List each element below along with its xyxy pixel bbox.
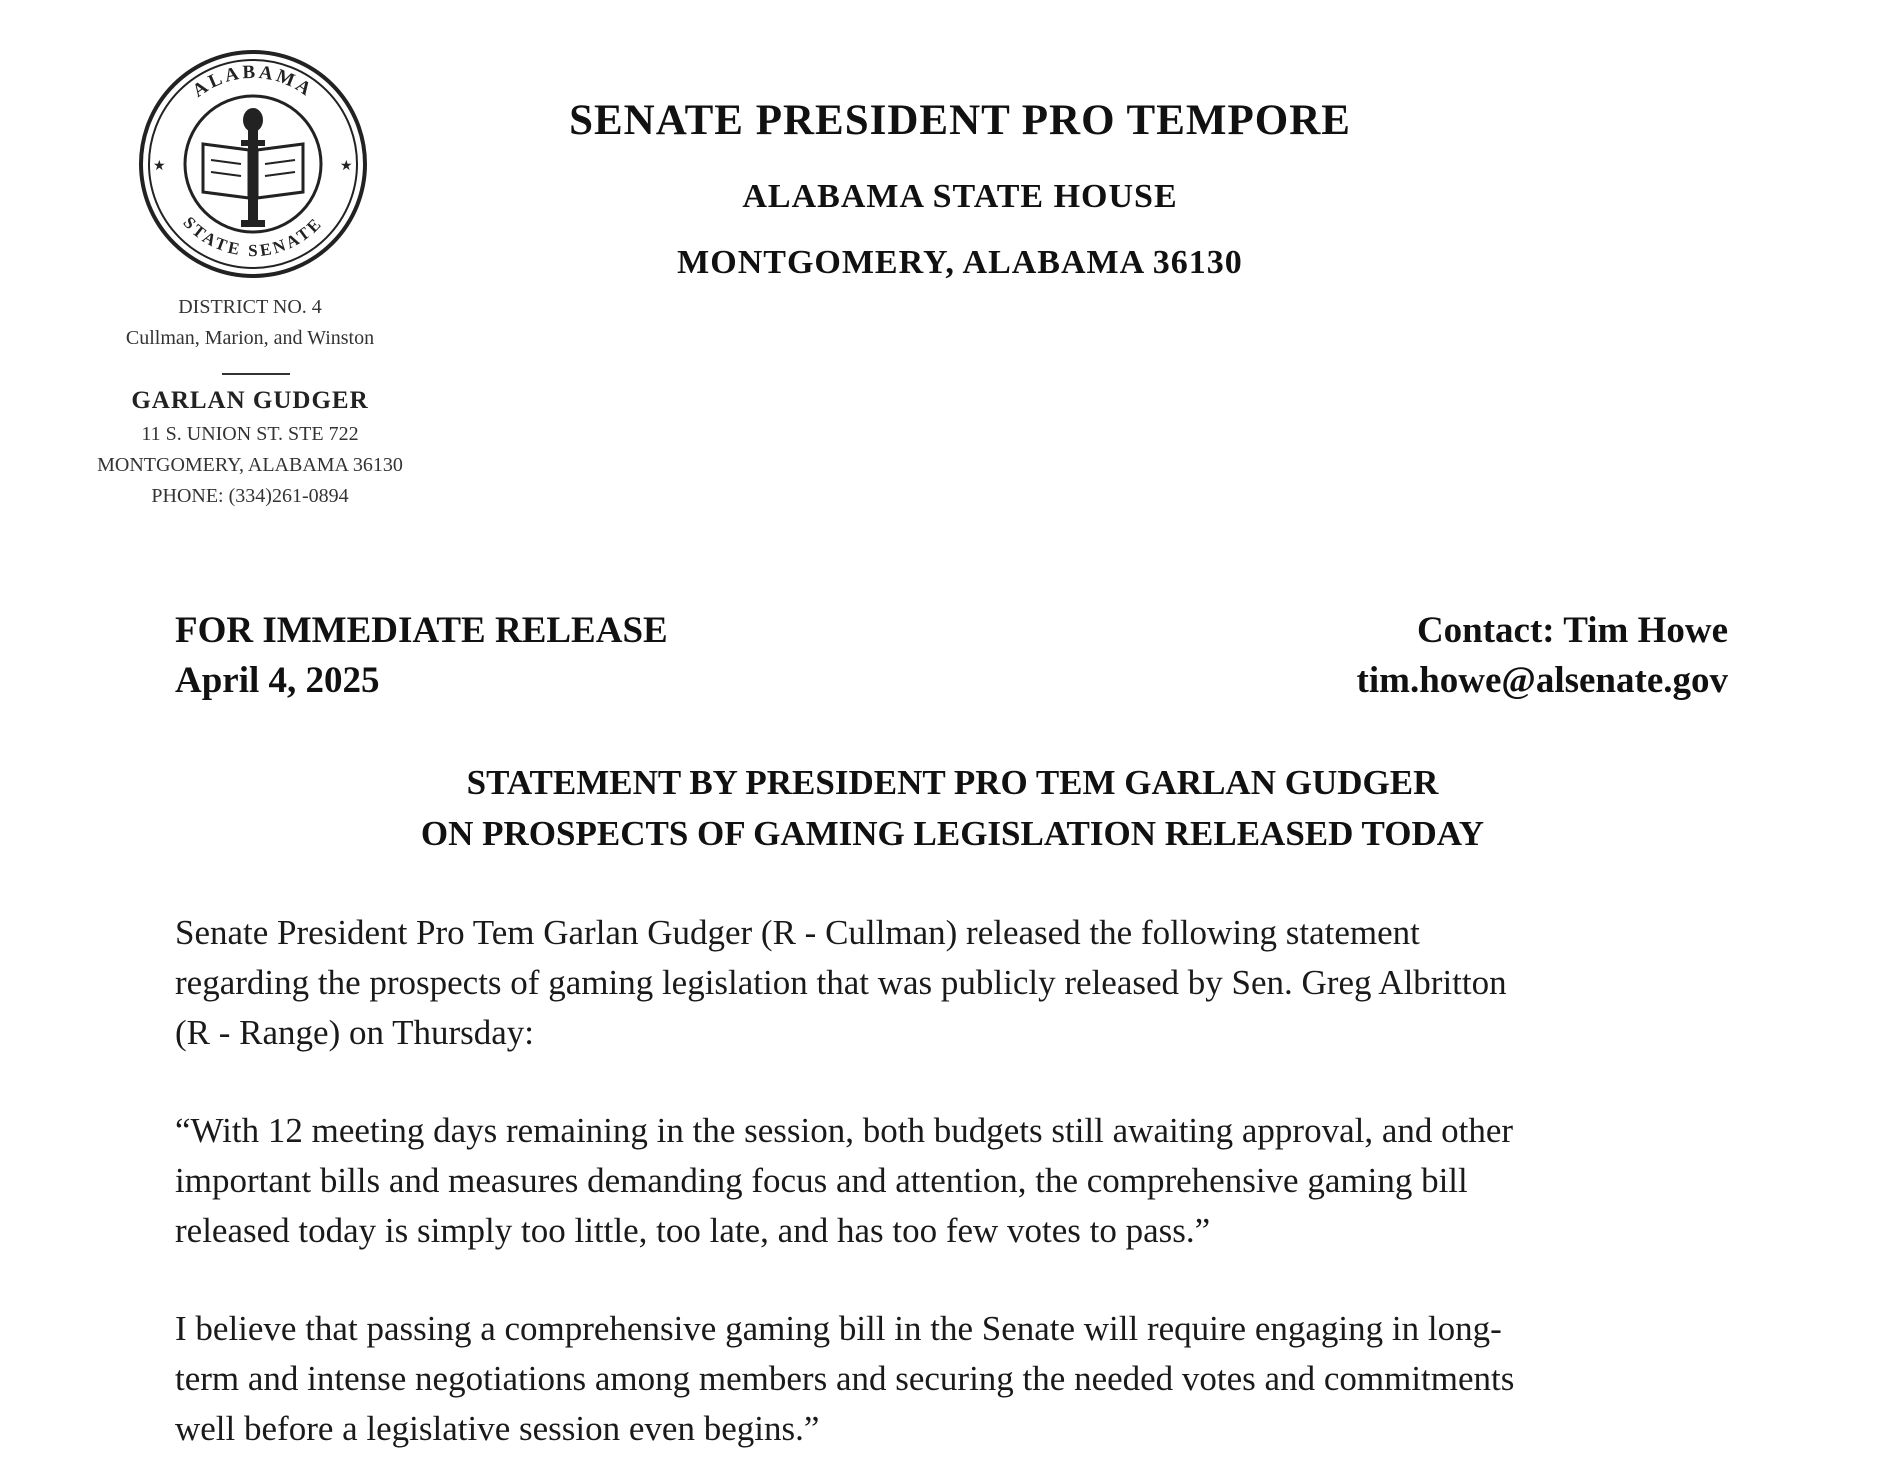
address-line-2: MONTGOMERY, ALABAMA 36130 xyxy=(97,454,403,476)
district-counties: Cullman, Marion, and Winston xyxy=(125,327,375,349)
phone-number: PHONE: (334)261-0894 xyxy=(151,485,349,507)
paragraph-line: regarding the prospects of gaming legislation that was publicly released by Sen. Greg Albritton xyxy=(175,963,1507,1002)
statement-title-line-1: STATEMENT BY PRESIDENT PRO TEM GARLAN GUDGER xyxy=(466,763,1439,802)
paragraph-line: released today is simply too little, too late, and has too few votes to pass.” xyxy=(175,1211,1211,1250)
release-label: FOR IMMEDIATE RELEASE xyxy=(175,610,668,651)
intro-paragraph xyxy=(175,908,1735,1058)
release-info xyxy=(175,606,668,706)
senator-info xyxy=(40,383,460,512)
quote-paragraph xyxy=(175,1106,1735,1256)
statement-title xyxy=(175,757,1730,859)
senator-name: GARLAN GUDGER xyxy=(131,387,369,414)
address-line-1: 11 S. UNION ST. STE 722 xyxy=(141,423,359,445)
contact-email[interactable]: tim.howe@alsenate.gov xyxy=(1356,660,1728,701)
contact-info xyxy=(1357,606,1728,706)
letterhead-title: SENATE PRESIDENT PRO TEMPORE xyxy=(569,97,1351,144)
seal-bottom-text: STATE SENATE xyxy=(179,212,327,261)
paragraph-line: Senate President Pro Tem Garlan Gudger (R - Cullman) released the following statement xyxy=(175,913,1420,952)
paragraph-line: important bills and measures demanding focus and attention, the comprehensive gaming bill xyxy=(175,1161,1468,1200)
letterhead-building: ALABAMA STATE HOUSE xyxy=(742,178,1178,215)
paragraph-line: I believe that passing a comprehensive gaming bill in the Senate will require engaging in long- xyxy=(175,1309,1502,1348)
paragraph-line: well before a legislative session even begins.” xyxy=(175,1409,820,1448)
divider xyxy=(222,373,290,375)
seal-star-left-icon: ★ xyxy=(153,159,166,174)
closing-paragraph xyxy=(175,1304,1735,1454)
letterhead-city: MONTGOMERY, ALABAMA 36130 xyxy=(677,244,1243,281)
paragraph-line: (R - Range) on Thursday: xyxy=(175,1013,535,1052)
contact-name: Contact: Tim Howe xyxy=(1416,610,1728,651)
statement-title-line-2: ON PROSPECTS OF GAMING LEGISLATION RELEASED TODAY xyxy=(420,814,1485,853)
paragraph-line: “With 12 meeting days remaining in the session, both budgets still awaiting approval, and other xyxy=(175,1111,1514,1150)
release-date: April 4, 2025 xyxy=(175,660,380,701)
seal-star-right-icon: ★ xyxy=(340,159,353,174)
paragraph-line: term and intense negotiations among members and securing the needed votes and commitments xyxy=(175,1359,1515,1398)
district-number: DISTRICT NO. 4 xyxy=(178,296,322,318)
seal-top-text: ALABAMA xyxy=(188,61,318,102)
alabama-state-senate-seal xyxy=(137,48,369,280)
district-info xyxy=(40,292,460,354)
